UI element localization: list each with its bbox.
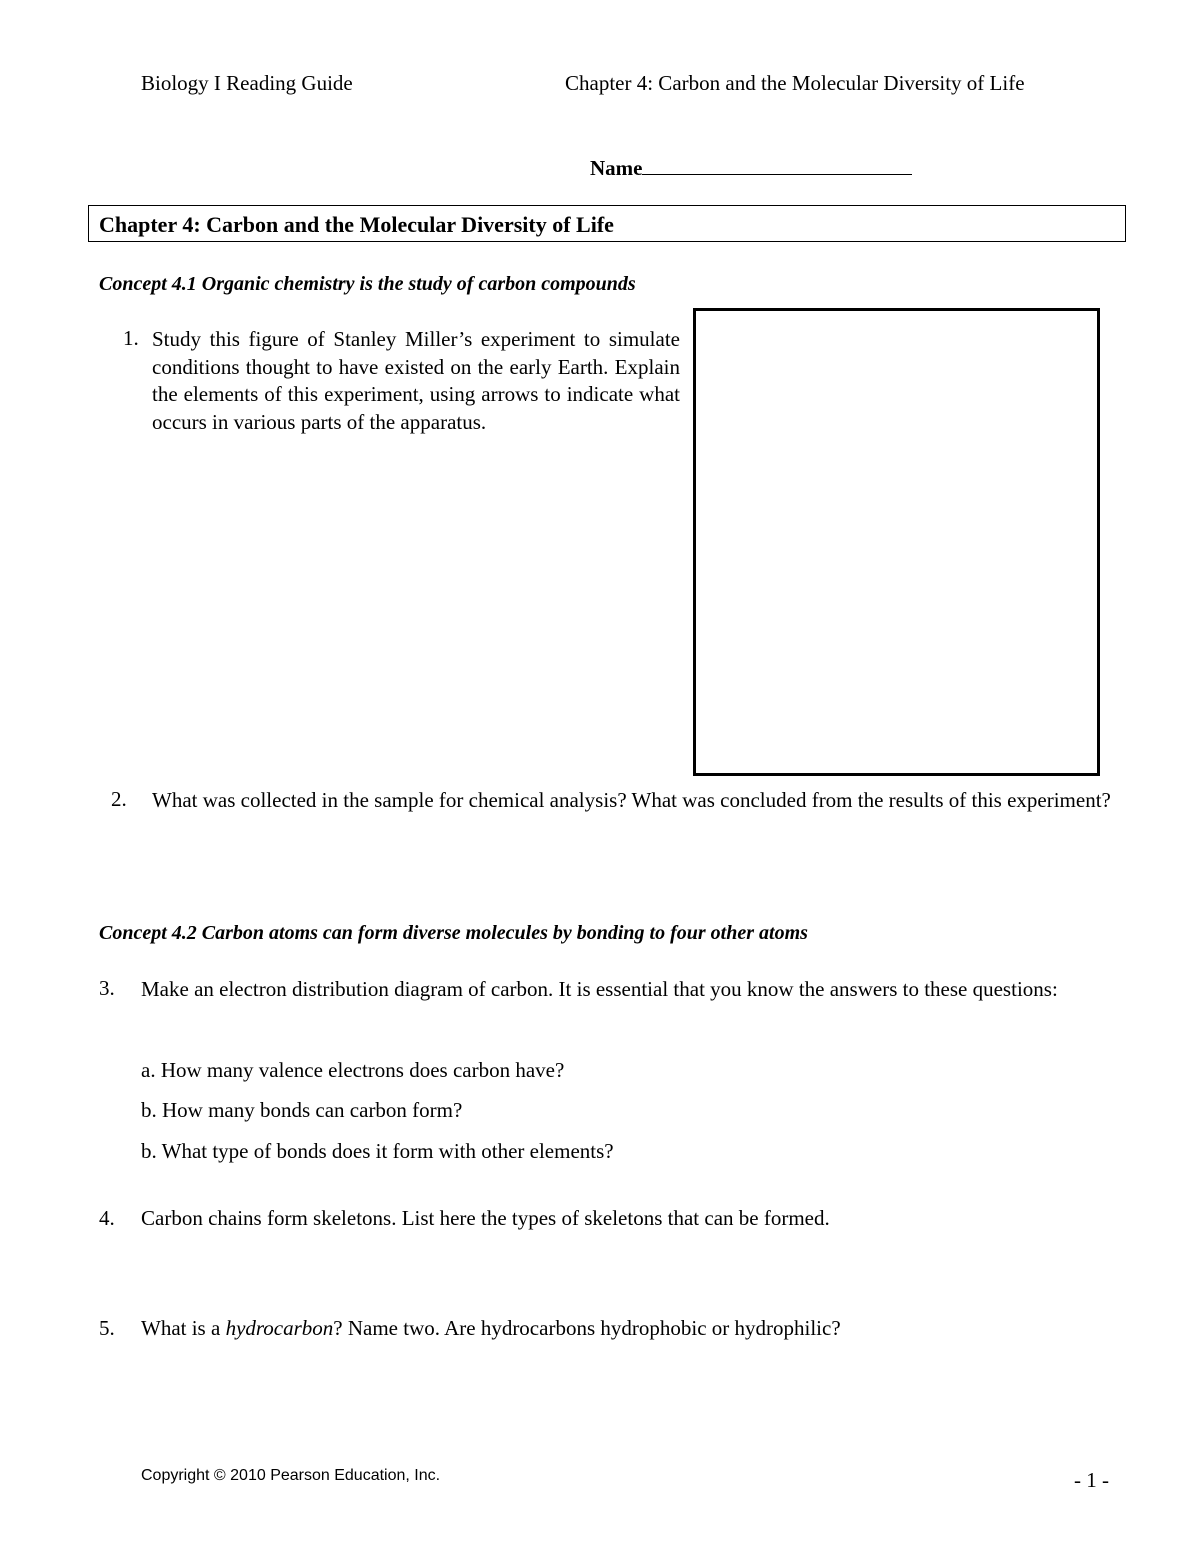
question-5-text-end: ? Name two. Are hydrocarbons hydrophobic or hydrophilic? [333, 1316, 841, 1340]
header-left: Biology I Reading Guide [141, 71, 353, 95]
page-number: - 1 - [1074, 1468, 1109, 1492]
concept-4-1-heading: Concept 4.1 Organic chemistry is the study of carbon compounds [99, 273, 636, 295]
question-5-number: 5. [99, 1316, 115, 1340]
question-4-text: Carbon chains form skeletons. List here the types of skeletons that can be formed. [141, 1206, 830, 1230]
name-label: Name [590, 156, 643, 180]
question-4-number: 4. [99, 1206, 115, 1230]
question-5-text [141, 1316, 841, 1341]
question-5-text-start: What is a [141, 1316, 226, 1340]
copyright-notice: Copyright © 2010 Pearson Education, Inc. [141, 1467, 441, 1484]
question-1-number: 1. [123, 326, 139, 350]
question-3-text: Make an electron distribution diagram of carbon. It is essential that you know the answers to these questions: [141, 977, 1058, 1001]
chapter-title: Chapter 4: Carbon and the Molecular Diversity of Life [99, 212, 614, 237]
name-blank-line [642, 154, 912, 175]
question-3a: a. How many valence electrons does carbon have? [141, 1058, 565, 1082]
question-3b: b. How many bonds can carbon form? [141, 1098, 463, 1122]
question-1-text: Study this figure of Stanley Miller’s experiment to simulate conditions thought to have existed on the early Earth. Explain the elements of this experiment, using arrows to indicate what occurs in various parts of the apparatus. [152, 327, 680, 434]
name-field [590, 154, 912, 181]
question-2-text: What was collected in the sample for chemical analysis? What was concluded from the results of this experiment? [152, 788, 1111, 812]
chapter-title-box [88, 205, 1126, 242]
concept-4-2-heading: Concept 4.2 Carbon atoms can form diverse molecules by bonding to four other atoms [99, 922, 808, 944]
miller-experiment-figure-box [693, 308, 1100, 776]
hydrocarbon-term: hydrocarbon [225, 1316, 334, 1340]
question-3c: b. What type of bonds does it form with other elements? [141, 1139, 614, 1163]
question-2-number: 2. [111, 787, 127, 811]
header-right: Chapter 4: Carbon and the Molecular Diversity of Life [565, 71, 1025, 95]
question-3-number: 3. [99, 976, 115, 1000]
